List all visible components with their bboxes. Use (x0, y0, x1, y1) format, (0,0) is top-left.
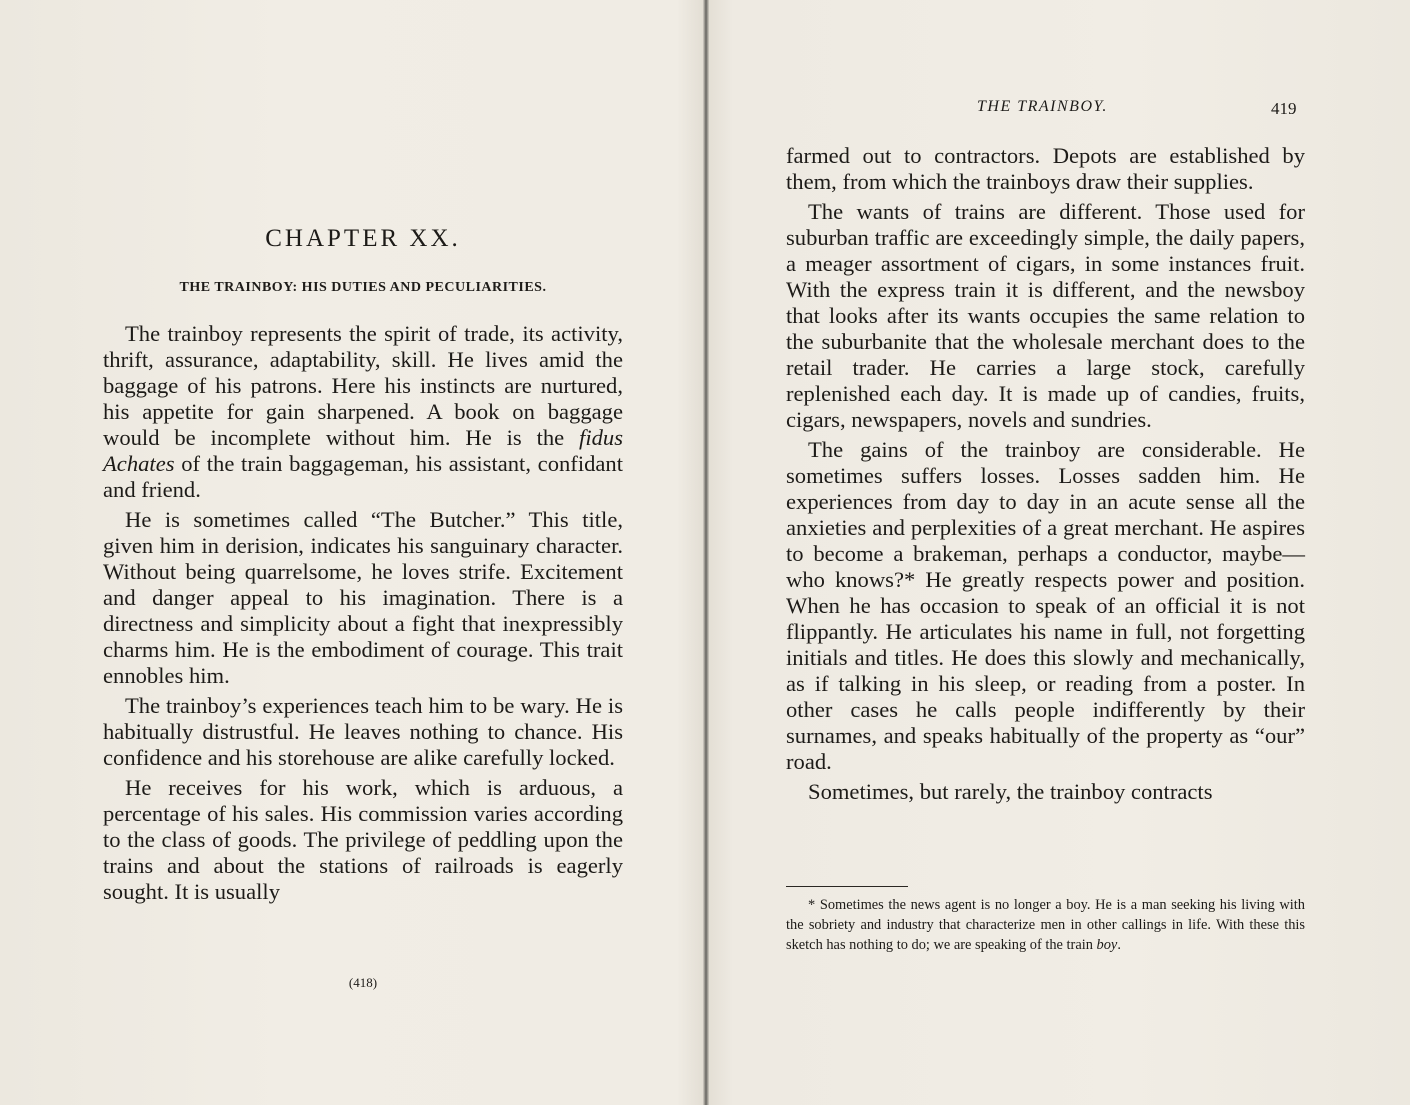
paragraph: The wants of trains are different. Those used for suburban traffic are exceedingly simple, the daily papers, a meager assortment of cigars, in some instances fruit. With the express train it is different, and the newsboy that looks after its wants occupies the same relation to the suburbanite that the wholesale merchant does to the retail trader. He carries a large stock, carefully replenished each day. It is made up of candies, fruits, cigars, newspapers, novels and sundries. (786, 199, 1305, 432)
paragraph-text: of the train baggageman, his assistant, confidant and friend. (103, 451, 623, 502)
footnote-text: . (1117, 937, 1121, 953)
paragraph: The gains of the trainboy are considerable. He sometimes suffers losses. Losses sadden him. He experiences from day to day in an acute sense all the anxieties and perplexities of a great merchant. He aspires to become a brakeman, perhaps a conductor, maybe—who knows?* He greatly respects power and position. When he has occasion to speak of an official it is not flippantly. He articulates his name in full, not forgetting initials and titles. He does this slowly and mechanically, as if talking in his sleep, or reading from a poster. In other cases he calls people indifferently by their surnames, and speaks habitually of the property as “our” road. (786, 437, 1305, 774)
paragraph (103, 321, 623, 503)
chapter-subtitle: THE TRAINBOY: HIS DUTIES AND PECULIARITIES. (179, 280, 547, 295)
running-head: THE TRAINBOY. (977, 98, 1108, 115)
page-number-left: (418) (348, 975, 378, 990)
page-number-right: 419 (1271, 99, 1297, 118)
left-page (0, 0, 703, 1105)
chapter-title: CHAPTER XX. (265, 225, 461, 252)
footnote-italic: boy (1096, 937, 1118, 953)
right-body-text (786, 143, 1305, 805)
paragraph: The trainboy’s experiences teach him to be wary. He is habitually distrustful. He leaves nothing to chance. His confidence and his storehouse are alike carefully locked. (103, 693, 623, 770)
paragraph: farmed out to contractors. Depots are established by them, from which the trainboys draw their supplies. (786, 143, 1305, 194)
footnote (786, 895, 1305, 955)
italic-phrase: fidus Achates (103, 425, 623, 476)
paragraph: He is sometimes called “The Butcher.” This title, given him in derision, indicates his sanguinary character. Without being quarrelsome, he loves strife. Excitement and danger appeal to his imagination. There is a directness and simplicity about a fight that inexpressibly charms him. He is the embodiment of courage. This trait ennobles him. (103, 507, 623, 688)
left-body-text (103, 321, 623, 905)
right-page (709, 0, 1410, 1105)
paragraph: He receives for his work, which is arduous, a percentage of his sales. His commission varies according to the class of goods. The privilege of peddling upon the trains and about the stations of railroads is eagerly sought. It is usually (103, 775, 623, 904)
footnote-rule (786, 886, 908, 887)
footnote-text: * Sometimes the news agent is no longer a boy. He is a man seeking his living with the sobriety and industry that characterize men in other callings in life. With these this sketch has nothing to do; we are speaking of the train (786, 897, 1305, 953)
paragraph-text: The trainboy represents the spirit of trade, its activity, thrift, assurance, adaptability, skill. He lives amid the baggage of his patrons. Here his instincts are nurtured, his appetite for gain sharpened. A book on baggage would be incomplete without him. He is the (103, 321, 623, 450)
paragraph: Sometimes, but rarely, the trainboy contracts (808, 779, 1213, 804)
